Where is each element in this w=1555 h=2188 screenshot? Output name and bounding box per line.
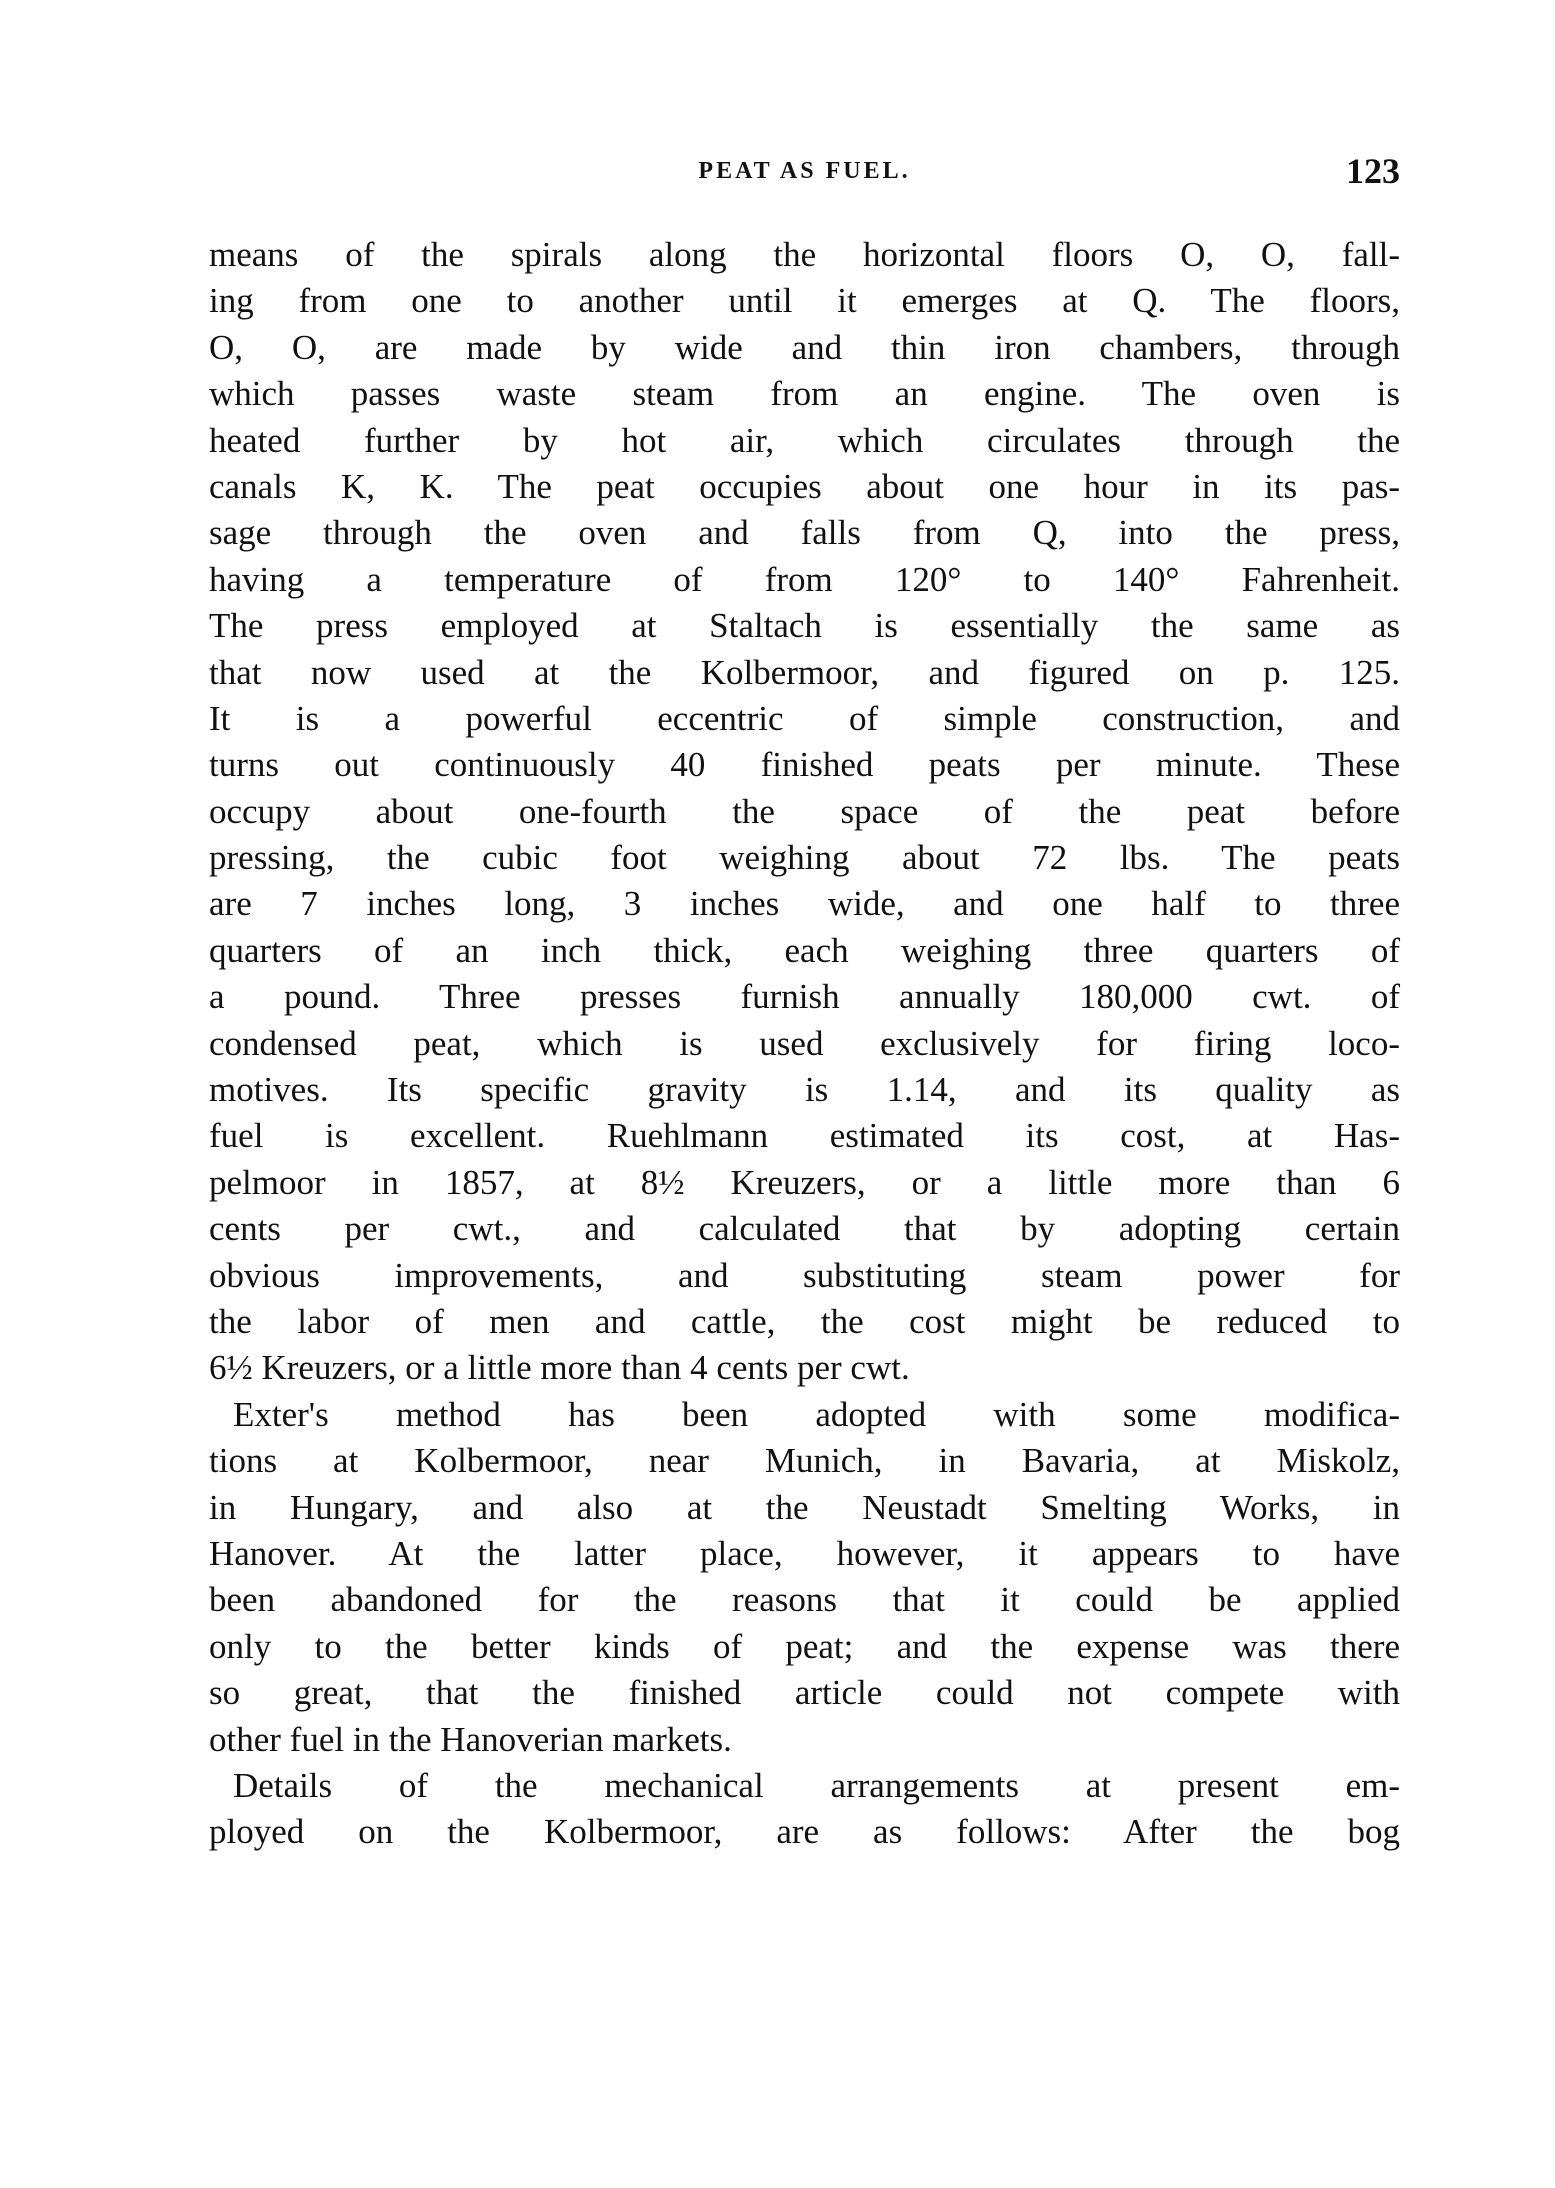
text-line: 6½ Kreuzers, or a little more than 4 cents per cwt. — [209, 1348, 910, 1388]
text-line: Details of the mechanical arrangements at present em- — [233, 1765, 1400, 1805]
text-line: turns out continuously 40 finished peats per minute. These — [209, 745, 1400, 785]
text-line: that now used at the Kolbermoor, and figured on p. 125. — [209, 652, 1400, 692]
text-line: cents per cwt., and calculated that by adopting certain — [209, 1209, 1400, 1249]
text-line: are 7 inches long, 3 inches wide, and one half to three — [209, 884, 1400, 924]
text-line: been abandoned for the reasons that it could be applied — [209, 1580, 1400, 1620]
text-line: ing from one to another until it emerges at Q. The floors, — [209, 281, 1400, 321]
text-line: a pound. Three presses furnish annually 180,000 cwt. of — [209, 977, 1400, 1017]
page-header — [209, 150, 1400, 190]
text-line: which passes waste steam from an engine. The oven is — [209, 374, 1400, 414]
text-line: heated further by hot air, which circulates through the — [209, 420, 1400, 460]
text-line: ployed on the Kolbermoor, are as follows: After the bog — [209, 1812, 1400, 1852]
text-line: fuel is excellent. Ruehlmann estimated its cost, at Has- — [209, 1116, 1400, 1156]
text-line: quarters of an inch thick, each weighing three quarters of — [209, 930, 1400, 970]
text-line: motives. Its specific gravity is 1.14, and its quality as — [209, 1070, 1400, 1110]
text-line: only to the better kinds of peat; and the expense was there — [209, 1626, 1400, 1666]
text-line: pelmoor in 1857, at 8½ Kreuzers, or a little more than 6 — [209, 1162, 1400, 1202]
text-line: sage through the oven and falls from Q, into the press, — [209, 513, 1400, 553]
text-line: condensed peat, which is used exclusively for firing loco- — [209, 1023, 1400, 1063]
text-line: The press employed at Staltach is essentially the same as — [209, 606, 1400, 646]
text-line: Hanover. At the latter place, however, it appears to have — [209, 1533, 1400, 1573]
body-text — [209, 232, 1400, 1856]
text-line: so great, that the finished article could not compete with — [209, 1673, 1400, 1713]
page-number: 123 — [1346, 151, 1400, 191]
text-line: the labor of men and cattle, the cost might be reduced to — [209, 1301, 1400, 1341]
text-line: in Hungary, and also at the Neustadt Smelting Works, in — [209, 1487, 1400, 1527]
text-line: means of the spirals along the horizontal floors O, O, fall- — [209, 235, 1400, 274]
text-line: other fuel in the Hanoverian markets. — [209, 1719, 732, 1759]
text-line: O, O, are made by wide and thin iron chambers, through — [209, 327, 1400, 367]
text-line: occupy about one-fourth the space of the peat before — [209, 791, 1400, 831]
text-line: tions at Kolbermoor, near Munich, in Bavaria, at Miskolz, — [209, 1441, 1400, 1481]
text-line: canals K, K. The peat occupies about one hour in its pas- — [209, 466, 1400, 506]
text-line: pressing, the cubic foot weighing about 72 lbs. The peats — [209, 838, 1400, 878]
text-line: It is a powerful eccentric of simple construction, and — [209, 698, 1400, 738]
text-line: obvious improvements, and substituting steam power for — [209, 1255, 1400, 1295]
text-line: Exter's method has been adopted with some modifica- — [233, 1394, 1400, 1434]
running-title: PEAT AS FUEL. — [698, 158, 911, 184]
text-line: having a temperature of from 120° to 140° Fahrenheit. — [209, 559, 1400, 599]
